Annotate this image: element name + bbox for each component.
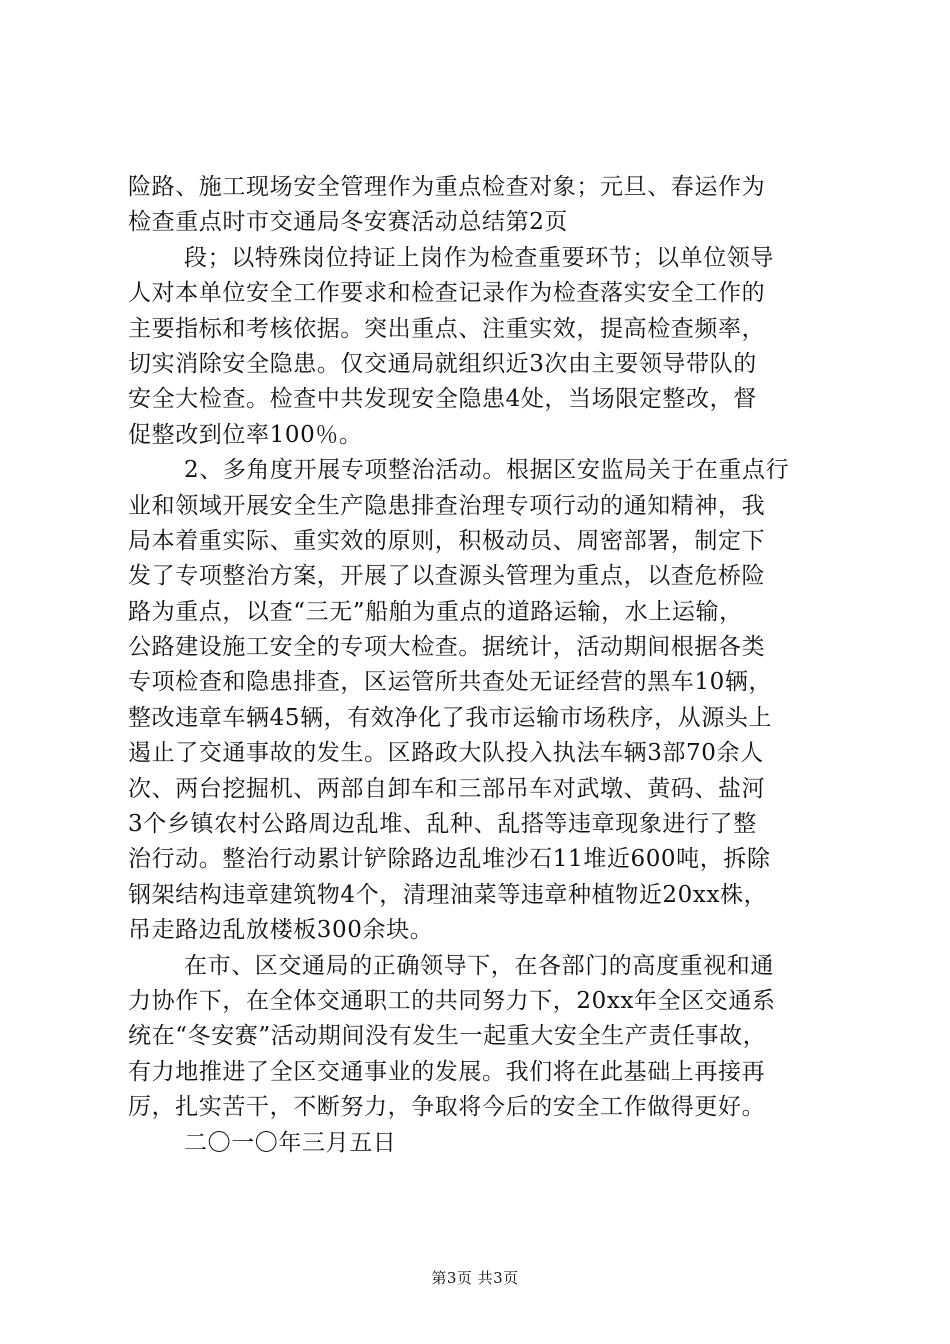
text-line: 在市、区交通局的正确领导下，在各部门的高度重视和通 bbox=[184, 952, 774, 979]
text-line: 遏止了交通事故的发生。区路政大队投入执法车辆3部70余人 bbox=[128, 740, 764, 767]
text-line: 安全大检查。检查中共发现安全隐患4处，当场限定整改，督 bbox=[128, 386, 757, 413]
text-line: 促整改到位率100％。 bbox=[128, 421, 363, 448]
text-line: 险路、施工现场安全管理作为重点检查对象；元旦、春运作为 bbox=[128, 174, 766, 200]
document-date: 二〇一〇年三月五日 bbox=[184, 1129, 397, 1156]
text-line: 主要指标和考核依据。突出重点、注重实效，提高检查频率， bbox=[128, 315, 766, 342]
text-line: 局本着重实际、重实效的原则，积极动员、周密部署，制定下 bbox=[128, 527, 766, 554]
text-line: 路为重点，以查“三无”船舶为重点的道路运输，水上运输， bbox=[128, 598, 743, 625]
text-line: 治行动。整治行动累计铲除路边乱堆沙石11堆近600吨，拆除 bbox=[128, 846, 771, 873]
text-line: 公路建设施工安全的专项大检查。据统计，活动期间根据各类 bbox=[128, 634, 766, 661]
text-line: 统在“冬安赛”活动期间没有发生一起重大安全生产责任事故， bbox=[128, 1023, 767, 1050]
text-line: 有力地推进了全区交通事业的发展。我们将在此基础上再接再 bbox=[128, 1058, 766, 1085]
text-line: 专项检查和隐患排查，区运管所共查处无证经营的黑车10辆， bbox=[128, 669, 773, 696]
text-line: 发了专项整治方案，开展了以查源头管理为重点，以查危桥险 bbox=[128, 563, 766, 590]
page-number-footer: 第3页 共3页 bbox=[431, 1269, 519, 1287]
text-line: 业和领域开展安全生产隐患排查治理专项行动的通知精神，我 bbox=[128, 492, 766, 519]
text-line: 段；以特殊岗位持证上岗作为检查重要环节；以单位领导 bbox=[184, 244, 774, 271]
text-line: 吊走路边乱放楼板300余块。 bbox=[128, 917, 434, 944]
text-line: 检查重点时市交通局冬安赛活动总结第2页 bbox=[128, 209, 569, 236]
text-line: 力协作下，在全体交通职工的共同努力下，20xx年全区交通系 bbox=[128, 987, 776, 1014]
text-line: 人对本单位安全工作要求和检查记录作为检查落实安全工作的 bbox=[128, 280, 766, 307]
text-line: 次、两台挖掘机、两部自卸车和三部吊车对武墩、黄码、盐河 bbox=[128, 775, 766, 802]
text-line: 2、多角度开展专项整治活动。根据区安监局关于在重点行 bbox=[184, 457, 790, 484]
document-body bbox=[128, 170, 828, 1161]
text-line: 切实消除安全隐患。仅交通局就组织近3次由主要领导带队的 bbox=[128, 350, 757, 377]
text-line: 整改违章车辆45辆，有效净化了我市运输市场秩序，从源头上 bbox=[128, 704, 773, 731]
text-line: 钢架结构违章建筑物4个，清理油菜等违章种植物近20xx株， bbox=[128, 881, 768, 908]
text-line: 厉，扎实苦干，不断努力，争取将今后的安全工作做得更好。 bbox=[128, 1094, 766, 1121]
text-line: 3个乡镇农村公路周边乱堆、乱种、乱搭等违章现象进行了整 bbox=[128, 811, 757, 838]
